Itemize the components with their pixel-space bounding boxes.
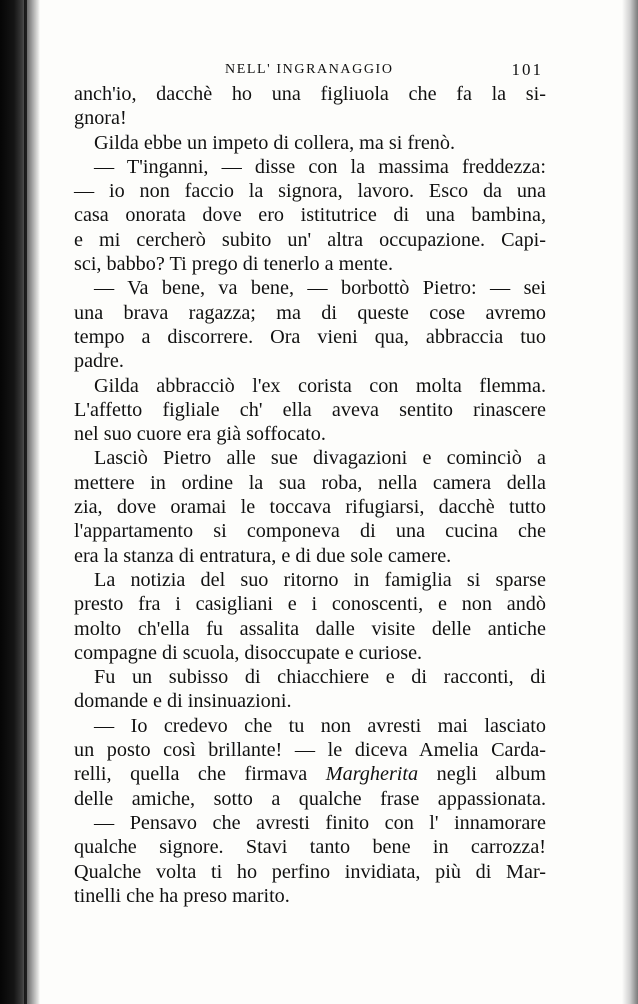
text-line: una brava ragazza; ma di queste cose avremo: [74, 301, 546, 324]
text-line: domande e di insinuazioni.: [74, 690, 292, 713]
text-line: tinelli che ha preso marito.: [74, 884, 290, 907]
text-line: Gilda ebbe un impeto di collera, ma si frenò.: [94, 131, 456, 154]
text-line: era la stanza di entratura, e di due sole camere.: [74, 544, 452, 567]
page-header: [225, 60, 555, 82]
text-line: sci, babbo? Ti prego di tenerlo a mente.: [74, 253, 394, 276]
text-line: Qualche volta ti ho perfino invidiata, più di Mar-: [74, 860, 546, 883]
text-line: presto fra i casigliani e i conoscenti, e non andò: [74, 593, 546, 616]
text-line: un posto così brillante! — le diceva Amelia Carda-: [74, 739, 546, 762]
body-text: [74, 82, 546, 908]
text-line: — Io credevo che tu non avresti mai lasciato: [94, 714, 546, 737]
text-line-with-italic: [74, 762, 546, 786]
book-binding-shadow: [0, 0, 40, 1004]
text-line: casa onorata dove ero istitutrice di una bambina,: [74, 204, 546, 227]
text-line: molto ch'ella fu assalita dalle visite delle antiche: [74, 617, 546, 640]
text-line: Fu un subisso di chiacchiere e di racconti, di: [94, 666, 546, 689]
page-number: 101: [511, 60, 543, 79]
text-line: — T'inganni, — disse con la massima freddezza:: [94, 155, 546, 178]
running-title: NELL' INGRANAGGIO: [225, 62, 394, 77]
text-line: tempo a discorrere. Ora vieni qua, abbraccia tuo: [74, 325, 546, 348]
text-line: l'appartamento si componeva di una cucina che: [74, 520, 546, 543]
text-line: nel suo cuore era già soffocato.: [74, 423, 326, 446]
text-line: zia, dove oramai le toccava rifugiarsi, dacchè tutto: [74, 496, 546, 519]
text-line: — Pensavo che avresti finito con l' innamorare: [94, 811, 546, 834]
text-line: qualche signore. Stavi tanto bene in carrozza!: [74, 836, 546, 859]
text-line: delle amiche, sotto a qualche frase appassionata.: [74, 787, 546, 810]
line-segment: negli album: [418, 763, 547, 786]
italic-signature-name: Margherita: [325, 763, 419, 786]
text-line: e mi cercherò subito un' altra occupazione. Capi-: [74, 228, 546, 251]
text-line: padre.: [74, 350, 124, 373]
text-line: gnora!: [74, 107, 127, 130]
text-line: anch'io, dacchè ho una figliuola che fa la si-: [74, 83, 546, 105]
text-line: — io non faccio la signora, lavoro. Esco da una: [74, 180, 546, 203]
text-line: mettere in ordine la sua roba, nella camera della: [74, 471, 546, 494]
binding-line: [24, 0, 27, 1004]
page-edge-shadow: [622, 0, 638, 1004]
text-line: — Va bene, va bene, — borbottò Pietro: — sei: [94, 277, 546, 300]
text-line: compagne di scuola, disoccupate e curiose.: [74, 641, 423, 664]
text-line: Lasciò Pietro alle sue divagazioni e cominciò a: [94, 447, 546, 470]
text-line: La notizia del suo ritorno in famiglia si sparse: [94, 568, 546, 591]
text-line: L'affetto figliale ch' ella aveva sentito rinascere: [74, 398, 546, 421]
line-segment: relli, quella che firmava: [74, 763, 326, 786]
text-line: Gilda abbracciò l'ex corista con molta flemma.: [94, 374, 546, 397]
